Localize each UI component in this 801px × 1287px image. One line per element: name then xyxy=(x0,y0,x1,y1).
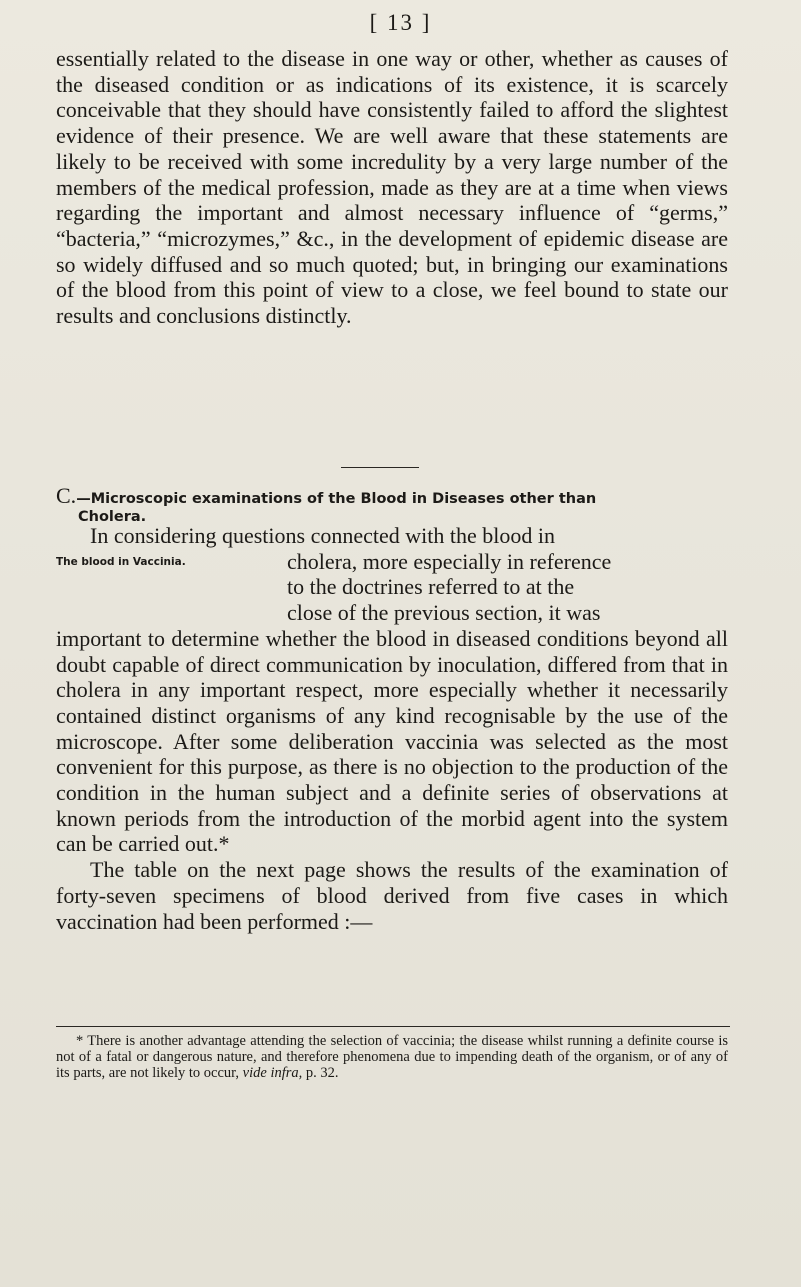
para1-line4: close of the previous section, it was xyxy=(287,600,601,626)
intro-text: essentially related to the disease in one way or other, whether as causes of the diseased condition or as indications of its existence, it is scarcely conceivable that they should have consistently failed to afford the slightest evidence of their presence. We are well aware that these statements are likely to be received with some incredulity by a very large number of the members of the medical profession, made as they are at a time when views regarding the important and almost necessary influence of “germs,” “bacteria,” “microzymes,” &c., in the development of epidemic disease are so widely diffused and so much quoted; but, in bringing our examinations of the blood from this point of view to a close, we feel bound to state our results and conclusions distinctly. xyxy=(56,46,728,329)
margin-note: The blood in Vaccinia. xyxy=(56,556,186,568)
section-paragraph-1 xyxy=(56,523,728,549)
para1-rest: important to determine whether the blood in diseased conditions beyond all doubt capable of direct communication by inoculation, differed from that in cholera in any important respect, more especially whether it necessarily contained distinct organisms of any kind recognisable by the use of the microscope. After some deliberation vaccinia was selected as the most convenient for this purpose, as there is no objection to the production of the condition in the human subject and a definite series of observations at known periods from the introduction of the morbid agent into the system can be carried out.* xyxy=(56,625,728,857)
section-paragraph-2: The table on the next page shows the results of the examination of forty-seven specimens of blood derived from five cases in which vaccination had been performed :— xyxy=(56,857,728,934)
section-body xyxy=(56,523,728,934)
section-heading-line2: Cholera. xyxy=(78,509,147,525)
section-divider xyxy=(341,467,419,468)
section-heading-line1: —Microscopic examinations of the Blood in Diseases other than xyxy=(76,491,597,507)
para1-line2: cholera, more especially in reference xyxy=(287,548,612,574)
footnote-page-ref: p. 32. xyxy=(305,1065,339,1081)
footnote-divider xyxy=(56,1026,730,1027)
section-heading xyxy=(56,483,728,526)
para1-line3: to the doctrines referred to at the xyxy=(287,574,575,600)
para1-line1: In considering questions connected with the blood in xyxy=(90,523,555,548)
footnote-text: * There is another advantage attending the selection of vaccinia; the disease whilst running a definite course is not of a fatal or dangerous nature, and therefore phenomena due to impending death of the organism, or of any of its parts, are not likely to occur, xyxy=(56,1033,728,1081)
page-number: [ 13 ] xyxy=(369,10,432,35)
section-letter: C. xyxy=(56,483,77,508)
footnote-vide: vide infra, xyxy=(242,1065,303,1081)
footnote xyxy=(56,1033,728,1081)
intro-paragraph xyxy=(56,46,728,329)
